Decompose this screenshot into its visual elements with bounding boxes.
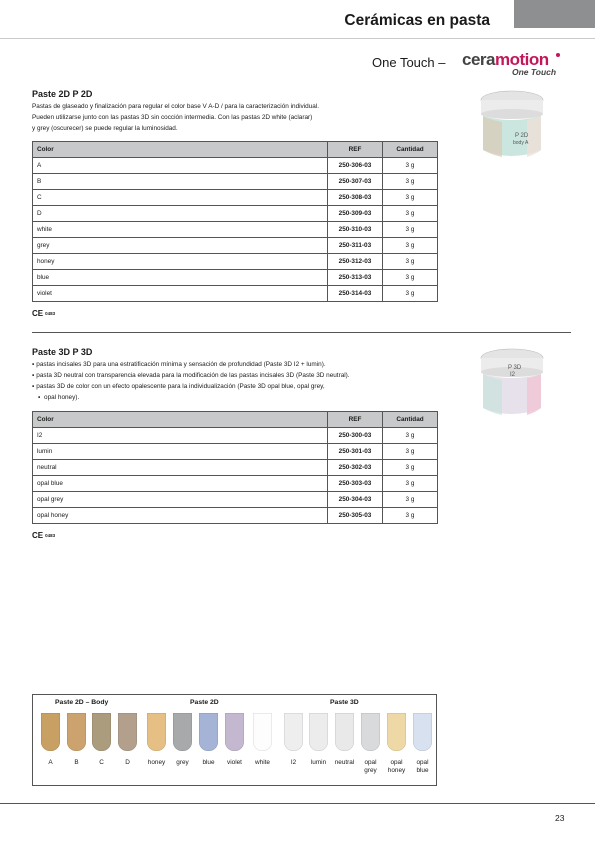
cell-quantity: 3 g [383,206,438,222]
table-row [33,238,438,254]
swatch-label: violet [227,759,242,766]
list-item: ▪ opal honey). [32,392,452,403]
paste-3d-bullets [32,359,452,403]
section-divider [32,332,571,333]
table-row [33,270,438,286]
svg-text:P 3D: P 3D [508,365,522,371]
cell-color: neutral [33,460,328,476]
swatch-label: opal blue [416,759,429,774]
cell-quantity: 3 g [383,492,438,508]
paste-2d-table [32,141,438,302]
cell-quantity: 3 g [383,508,438,524]
cell-color: honey [33,254,328,270]
cell-ref: 250-302-03 [328,460,383,476]
cell-quantity: 3 g [383,158,438,174]
swatch-label: C [99,759,104,766]
section-title-paste-3d: Paste 3D P 3D [32,347,93,357]
table-header-row [33,412,438,428]
color-swatch [309,713,328,751]
swatch-label: honey [147,759,166,766]
ce-mark: CE 0483 [32,309,56,318]
cell-color: D [33,206,328,222]
cell-quantity: 3 g [383,254,438,270]
color-swatch [41,713,60,751]
cell-ref: 250-306-03 [328,158,383,174]
cell-color: C [33,190,328,206]
column-header-ref: REF [328,142,383,158]
cell-ref: 250-312-03 [328,254,383,270]
color-swatch [199,713,218,751]
table-row [33,460,438,476]
cell-quantity: 3 g [383,270,438,286]
table-row [33,254,438,270]
page-number: 23 [555,813,565,823]
cell-quantity: 3 g [383,428,438,444]
list-item: ▪ pastas 3D de color con un efecto opalescente para la individualización (Paste 3D opal blue, opal grey, [32,381,452,392]
cell-ref: 250-308-03 [328,190,383,206]
header-tab-block [514,0,595,28]
cell-color: lumin [33,444,328,460]
paste-2d-description: Pastas de glaseado y finalización para regular el color base V A-D / para la caracterización individual. Pueden utilizarse junto con las pastas 3D sin cocción intermedia. Con las pastas 2D white (aclarar) y grey (oscurecer) se puede regular la luminosidad. [32,103,320,132]
cell-ref: 250-301-03 [328,444,383,460]
color-swatch [284,713,303,751]
color-swatch [361,713,380,751]
cell-color: violet [33,286,328,302]
table-row [33,492,438,508]
cell-ref: 250-311-03 [328,238,383,254]
cell-color: I2 [33,428,328,444]
table-row [33,476,438,492]
swatch-group-label: Paste 2D [190,699,219,706]
paste-2d-jar-image [472,84,552,164]
column-header-ref: REF [328,412,383,428]
cell-color: opal blue [33,476,328,492]
table-header-row [33,142,438,158]
color-swatch-panel [32,694,437,786]
cell-ref: 250-307-03 [328,174,383,190]
paste-3d-table [32,411,438,524]
page-title: Cerámicas en pasta [344,12,490,29]
swatch-label: D [125,759,130,766]
cell-ref: 250-300-03 [328,428,383,444]
list-item: ▪ pastas incisales 3D para una estratificación mínima y sensación de profundidad (Paste 3D I2 + lumin). [32,359,452,370]
color-swatch [92,713,111,751]
svg-text:body A: body A [513,140,529,146]
footer-divider [0,803,595,804]
column-header-color: Color [33,412,328,428]
cell-quantity: 3 g [383,286,438,302]
table-row [33,158,438,174]
swatch-label: I2 [290,759,297,766]
cell-ref: 250-313-03 [328,270,383,286]
table-row [33,286,438,302]
color-swatch [118,713,137,751]
color-swatch [335,713,354,751]
table-row [33,444,438,460]
cell-color: grey [33,238,328,254]
column-header-quantity: Cantidad [383,412,438,428]
cell-quantity: 3 g [383,476,438,492]
column-header-color: Color [33,142,328,158]
swatch-label: grey [176,759,189,766]
color-swatch [387,713,406,751]
swatch-label: lumin [310,759,327,766]
swatch-label: opal honey [387,759,406,774]
table-row [33,190,438,206]
paste-3d-jar-image [472,342,552,422]
cell-color: opal honey [33,508,328,524]
table-row [33,206,438,222]
ceramotion-logo: ceramotion One Touch [462,50,562,80]
swatch-label: opal grey [364,759,377,774]
svg-text:I2: I2 [510,372,516,378]
cell-ref: 250-314-03 [328,286,383,302]
list-item: ▪ pasta 3D neutral con transparencia elevada para la modificación de las pastas incisales 3D (Paste 3D neutral). [32,370,452,381]
table-row [33,508,438,524]
cell-quantity: 3 g [383,444,438,460]
cell-ref: 250-309-03 [328,206,383,222]
cell-color: white [33,222,328,238]
cell-quantity: 3 g [383,222,438,238]
cell-ref: 250-305-03 [328,508,383,524]
cell-ref: 250-304-03 [328,492,383,508]
swatch-label: neutral [334,759,355,766]
cell-quantity: 3 g [383,460,438,476]
section-title-paste-2d: Paste 2D P 2D [32,89,93,99]
cell-ref: 250-310-03 [328,222,383,238]
header-divider [0,38,595,39]
table-row [33,222,438,238]
swatch-group-label: Paste 3D [330,699,359,706]
cell-color: A [33,158,328,174]
color-swatch [67,713,86,751]
swatch-label: B [74,759,79,766]
table-row [33,428,438,444]
cell-color: opal grey [33,492,328,508]
swatch-label: A [48,759,53,766]
svg-text:P 2D: P 2D [515,133,529,139]
table-row [33,174,438,190]
swatch-label: white [255,759,270,766]
swatch-group-label: Paste 2D – Body [55,699,109,706]
cell-quantity: 3 g [383,238,438,254]
ce-mark: CE 0483 [32,531,56,540]
color-swatch [413,713,432,751]
cell-ref: 250-303-03 [328,476,383,492]
color-swatch [253,713,272,751]
cell-quantity: 3 g [383,174,438,190]
column-header-quantity: Cantidad [383,142,438,158]
color-swatch [173,713,192,751]
cell-quantity: 3 g [383,190,438,206]
cell-color: B [33,174,328,190]
color-swatch [147,713,166,751]
cell-color: blue [33,270,328,286]
color-swatch [225,713,244,751]
swatch-label: blue [202,759,215,766]
brand-line: One Touch – [372,55,446,70]
